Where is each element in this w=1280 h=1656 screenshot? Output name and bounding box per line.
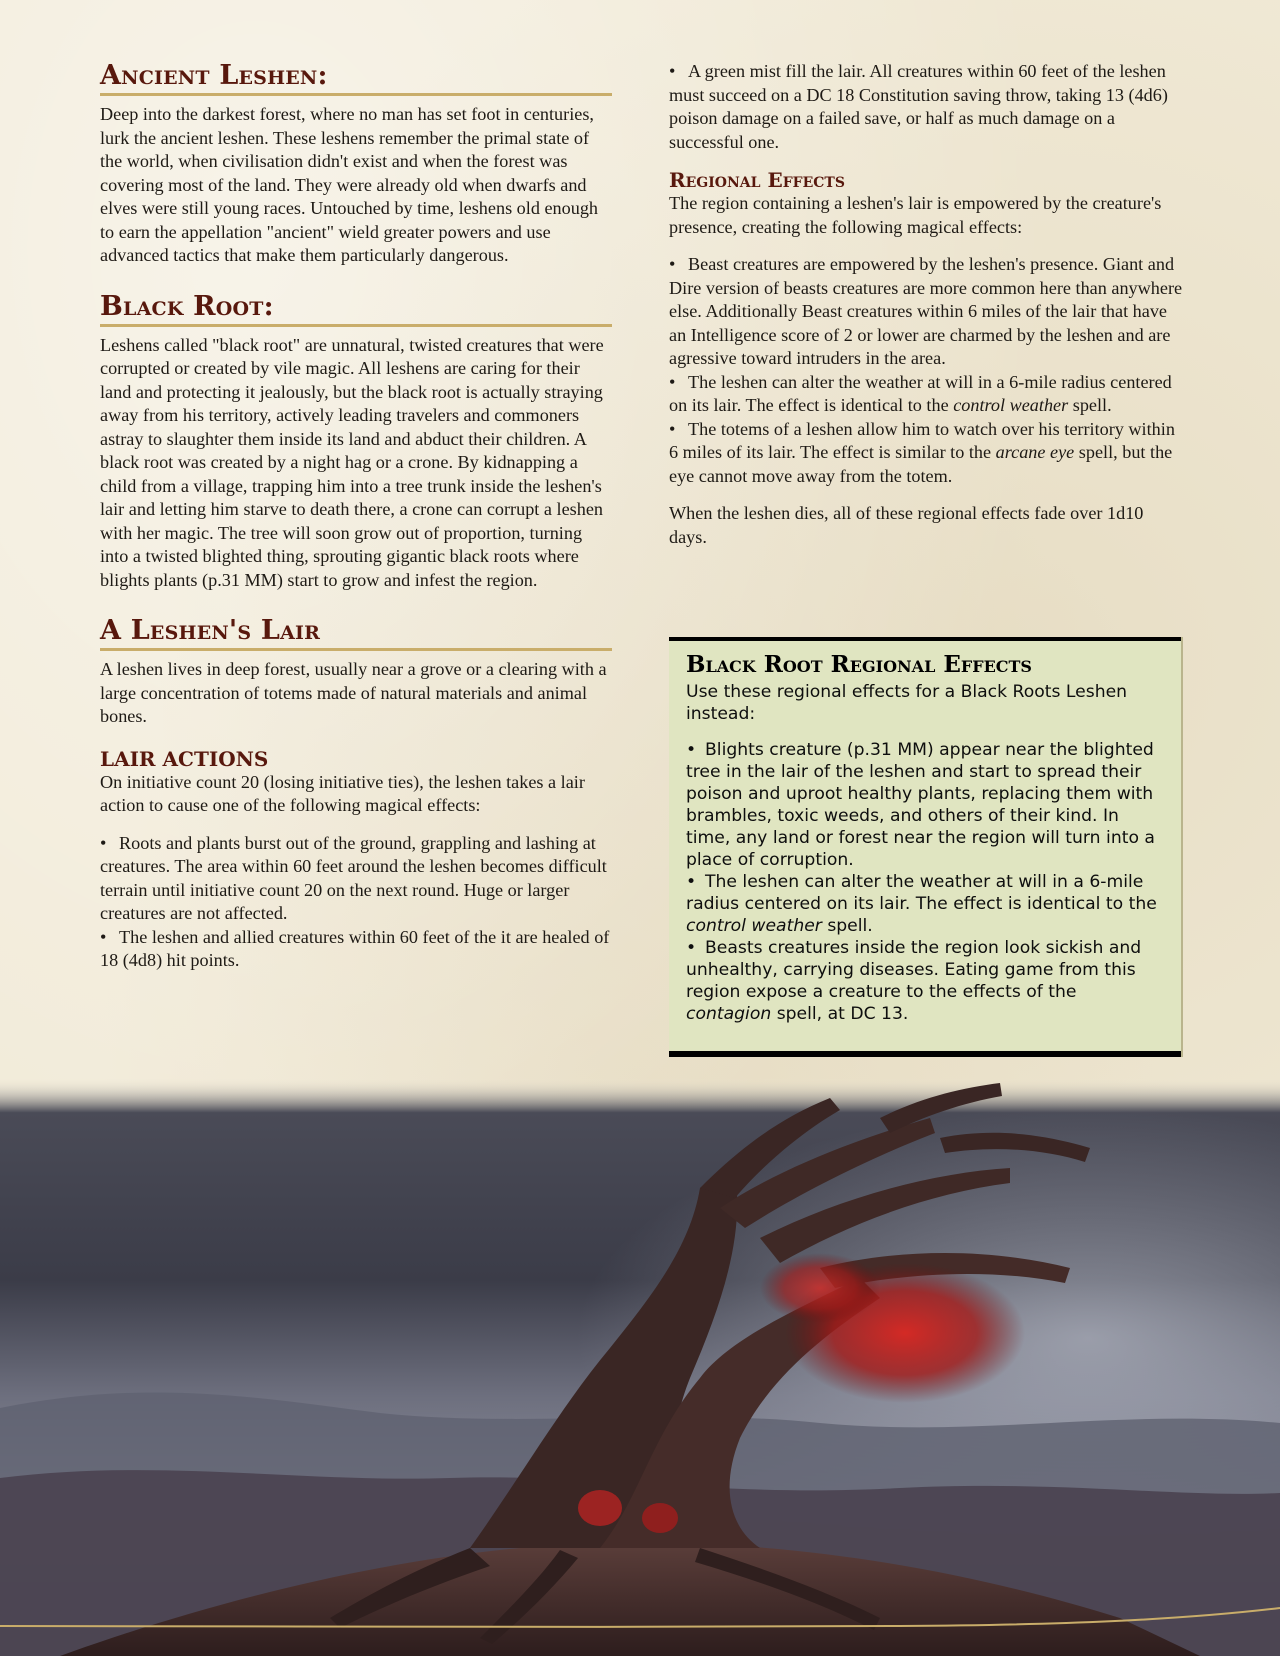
artwork-canvas <box>0 1078 1280 1656</box>
note-item: • Blights creature (p.31 MM) appear near the blighted tree in the lair of the leshen and start to spread their poison and uproot healthy plants, replacing them with brambles, toxic weeds, and others of their kind. In time, any land or forest near the region will turn into a place of corruption. <box>686 740 1155 870</box>
blighted-tree-artwork <box>0 1078 1280 1656</box>
heading-black-root: Black Root: <box>100 291 612 327</box>
note-item: • Beasts creatures inside the region look sickish and unhealthy, carrying diseases. Eating game from this region expose a creature to the effects of the contagion spell, at DC 13. <box>686 938 1142 1024</box>
black-root-note-box <box>669 637 1181 1057</box>
heading-lair-actions: LAIR ACTIONS <box>100 746 269 771</box>
bullet-glyph: • <box>669 371 676 392</box>
regional-effect-item: • The totems of a leshen allow him to watch over his territory within 6 miles of its lair. The effect is similar to the arcane eye spell, but the eye cannot move away from the totem. <box>669 418 1175 486</box>
heading-ancient-leshen: Ancient Leshen: <box>100 60 612 96</box>
bullet-glyph: • <box>100 926 107 947</box>
note-intro: Use these regional effects for a Black Roots Leshen instead: <box>686 682 1128 724</box>
right-column <box>669 60 1183 549</box>
leshen-lair-text: A leshen lives in deep forest, usually near a grove or a clearing with a large concentration of totems made of natural materials and animal bones. <box>100 659 607 726</box>
left-column <box>100 60 612 973</box>
lair-actions-intro: On initiative count 20 (losing initiative ties), the leshen takes a lair action to cause one of the following magical effects: <box>100 771 585 815</box>
lair-action-item: • A green mist fill the lair. All creatures within 60 feet of the leshen must succeed on a DC 18 Constitution saving throw, taking 13 (4d6) poison damage on a failed save, or half as much damage on a successful one. <box>669 61 1168 152</box>
note-item: • The leshen can alter the weather at will in a 6-mile radius centered on its lair. The effect is identical to the control weather spell. <box>686 872 1157 936</box>
heading-regional-effects: Regional Effects <box>669 168 845 192</box>
bullet-glyph: • <box>669 418 676 439</box>
bullet-glyph: • <box>686 938 697 958</box>
black-root-text: Leshens called "black root" are unnatural, twisted creatures that were corrupted or created by vile magic. All leshens are caring for their land and protecting it jealously, but the black root is actually straying away from his territory, actively leading travelers and commoners astray to slaughter them inside its land and abduct their children. A black root was created by a night hag or a crone. By kidnapping a child from a village, trapping him into a tree trunk inside the leshen's lair and letting him starve to death there, a crone can corrupt a leshen with her magic. The tree will soon grow out of proportion, turning into a twisted blighted thing, sprouting gigantic black roots where blights plants (p.31 MM) start to grow and infest the region. <box>100 334 604 590</box>
regional-effect-item: • Beast creatures are empowered by the leshen's presence. Giant and Dire version of beasts creatures are more common here than anywhere else. Additionally Beast creatures within 6 miles of the lair that have an Intelligence score of 2 or lower are charmed by the leshen and are agressive toward intruders in the area. <box>669 254 1183 368</box>
bullet-glyph: • <box>686 740 697 760</box>
bullet-glyph: • <box>686 872 697 892</box>
lair-action-item: • Roots and plants burst out of the ground, grappling and lashing at creatures. The area within 60 feet around the leshen becomes difficult terrain until initiative count 20 on the next round. Huge or larger creatures are not affected. <box>100 832 607 923</box>
bullet-glyph: • <box>669 61 676 81</box>
regional-effects-intro: The region containing a leshen's lair is empowered by the creature's presence, creating the following magical effects: <box>669 193 1162 237</box>
lair-action-item: • The leshen and allied creatures within 60 feet of the it are healed of 18 (4d8) hit points. <box>100 926 610 970</box>
ancient-leshen-text: Deep into the darkest forest, where no man has set foot in centuries, lurk the ancient leshen. These leshens remember the primal state of the world, when civilisation didn't exist and when the forest was covering most of the land. They were already old when dwarfs and elves were still young races. Untouched by time, leshens old enough to earn the appellation "ancient" wield greater powers and use advanced tactics that make them particularly dangerous. <box>100 104 599 265</box>
regional-effects-outro: When the leshen dies, all of these regional effects fade over 1d10 days. <box>669 503 1144 547</box>
bullet-glyph: • <box>669 254 676 274</box>
heading-leshen-lair: A Leshen's Lair <box>100 615 612 651</box>
note-title: Black Root Regional Effects <box>686 651 1032 678</box>
regional-effect-item: • The leshen can alter the weather at will in a 6-mile radius centered on its lair. The effect is identical to the control weather spell. <box>669 371 1172 415</box>
bullet-glyph: • <box>100 832 107 853</box>
